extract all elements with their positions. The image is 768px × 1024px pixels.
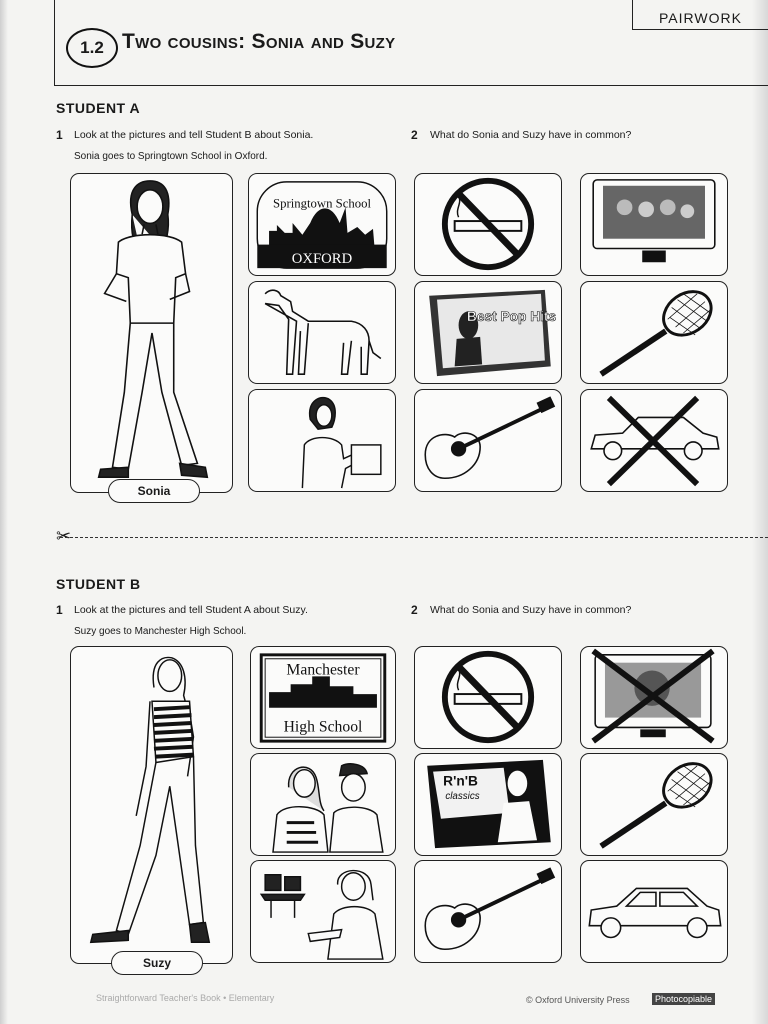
task2-number: 2	[411, 128, 418, 142]
pop-album-icon	[414, 281, 562, 384]
book-spine-shadow	[0, 0, 8, 1024]
girl-figure-icon	[71, 647, 232, 963]
rnb-album-icon	[414, 753, 562, 856]
task2-number: 2	[411, 603, 418, 617]
manchester-sign-text: Manchester	[286, 661, 360, 679]
task1-example: Sonia goes to Springtown School in Oxford.	[74, 151, 268, 162]
springtown-school-sign	[248, 173, 396, 276]
waitress-icon	[250, 860, 396, 963]
photocopiable-badge: Photocopiable	[652, 993, 715, 1005]
guitar-icon	[414, 389, 562, 492]
task1-instruction: Look at the pictures and tell Student A about Suzy.	[74, 604, 308, 616]
no-smoking-icon	[414, 173, 562, 276]
oxford-sign-text: OXFORD	[291, 251, 353, 268]
footer-book-title: Straightforward Teacher's Book • Elementary	[96, 993, 275, 1003]
task2-instruction: What do Sonia and Suzy have in common?	[430, 604, 632, 616]
sonia-name-label: Sonia	[108, 479, 200, 503]
sonia-figure-panel	[70, 173, 233, 493]
task1-instruction: Look at the pictures and tell Student B about Sonia.	[74, 129, 314, 141]
task1-number: 1	[56, 128, 63, 142]
rnb-album-subtitle: classics	[445, 791, 480, 803]
dog-icon	[248, 281, 396, 384]
guitar-icon	[414, 860, 562, 963]
manchester-school-sign	[250, 646, 396, 749]
suzy-figure-panel	[70, 646, 233, 964]
student-b-heading: STUDENT B	[56, 576, 141, 592]
no-smoking-icon	[414, 646, 562, 749]
page-title: Two cousins: Sonia and Suzy	[122, 30, 396, 53]
page-edge-shadow	[752, 0, 768, 1024]
task1-number: 1	[56, 603, 63, 617]
friends-icon	[250, 753, 396, 856]
student-a-heading: STUDENT A	[56, 100, 141, 116]
pairwork-label: PAIRWORK	[632, 0, 768, 30]
springtown-sign-text: Springtown School	[273, 196, 371, 211]
television-icon	[580, 173, 728, 276]
footer-copyright: © Oxford University Press	[526, 995, 630, 1005]
girl-figure-icon	[71, 174, 232, 492]
task1-example: Suzy goes to Manchester High School.	[74, 626, 247, 637]
task2-instruction: What do Sonia and Suzy have in common?	[430, 129, 632, 141]
tennis-racket-icon	[580, 281, 728, 384]
shop-worker-icon	[248, 389, 396, 492]
suzy-name-label: Suzy	[111, 951, 203, 975]
no-car-icon	[580, 389, 728, 492]
rnb-album-title: R'n'B	[443, 773, 478, 789]
high-school-sign-text: High School	[283, 718, 363, 736]
scissors-icon: ✂	[56, 526, 72, 546]
car-icon	[580, 860, 728, 963]
pop-album-text: Best Pop Hits	[466, 309, 557, 325]
no-television-icon	[580, 646, 728, 749]
tennis-racket-icon	[580, 753, 728, 856]
cut-line	[60, 537, 768, 538]
unit-number: 1.2	[66, 28, 118, 68]
